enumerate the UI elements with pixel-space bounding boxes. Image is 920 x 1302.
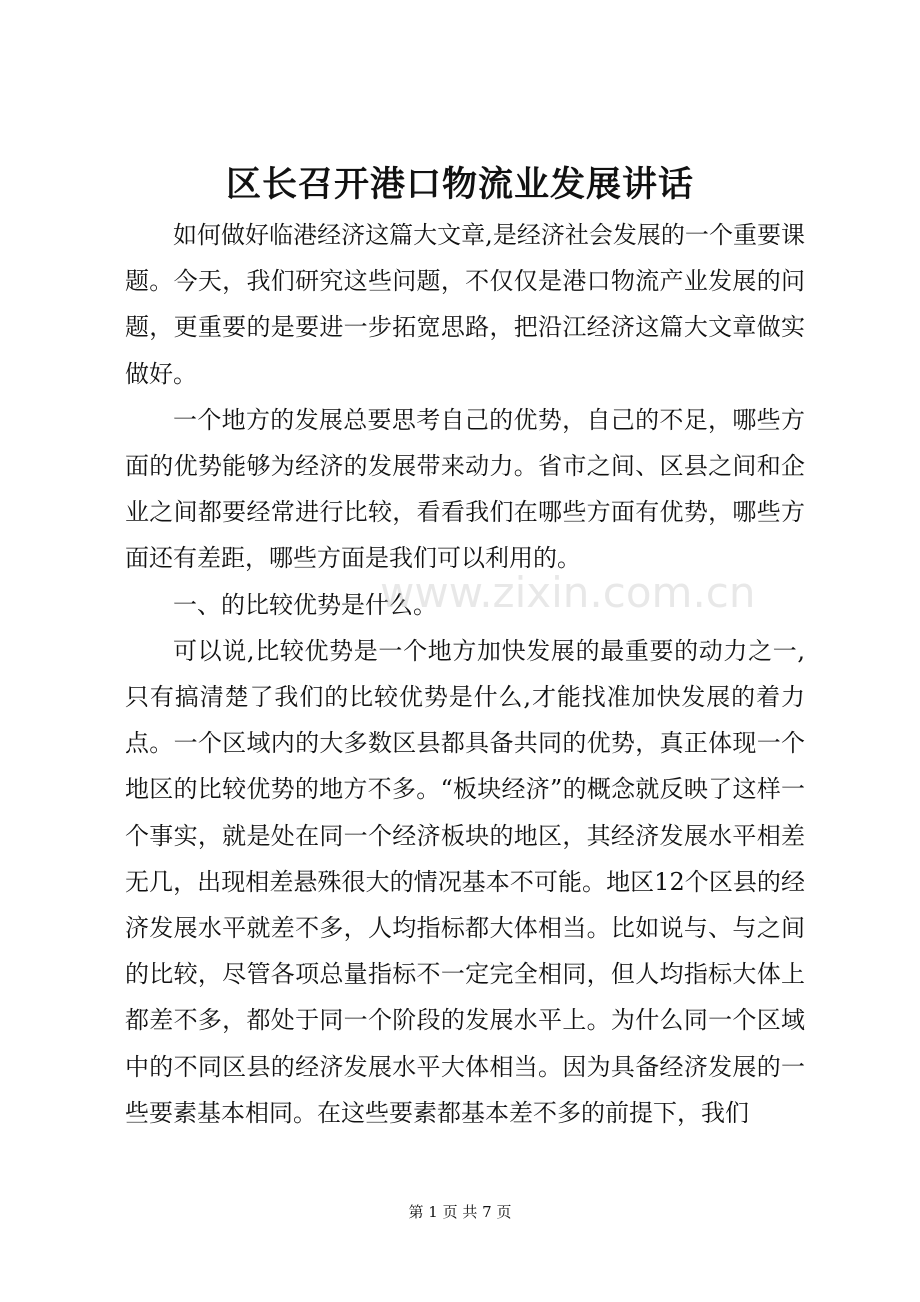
paragraph-1: 如何做好临港经济这篇大文章,是经济社会发展的一个重要课题。今天，我们研究这些问题，不仅仅是港口物流产业发展的问题，更重要的是要进一步拓宽思路，把沿江经济这篇大文章做实做好。 [125, 221, 805, 388]
document-body [125, 212, 805, 1136]
page-number-footer: 第 1 页 共 7 页 [408, 1203, 512, 1221]
watermark: www.zixin.com.cn [380, 568, 756, 617]
paragraph-3: 可以说,比较优势是一个地方加快发展的最重要的动力之一,只有搞清楚了我们的比较优势是什么,才能找准加快发展的着力点。一个区域内的大多数区县都具备共同的优势，真正体现一个地区的比较优势的地方不多。“板块经济”的概念就反映了这样一个事实，就是处在同一个经济板块的地区，其经济发展水平相差无几，出现相差悬殊很大的情况基本不可能。地区12个区县的经济发展水平就差不多，人均指标都大体相当。比如说与、与之间的比较，尽管各项总量指标不一定完全相同，但人均指标大体上都差不多，都处于同一个阶段的发展水平上。为什么同一个区域中的不同区县的经济发展水平大体相当。因为具备经济发展的一些要素基本相同。在这些要素都基本差不多的前提下，我们 [125, 636, 805, 1127]
paragraph-2: 一个地方的发展总要思考自己的优势，自己的不足，哪些方面的优势能够为经济的发展带来动力。省市之间、区县之间和企业之间都要经常进行比较，看看我们在哪些方面有优势，哪些方面还有差距，哪些方面是我们可以利用的。 [125, 405, 805, 573]
section-heading: 一、的比较优势是什么。 [173, 590, 437, 619]
document-title: 区长召开港口物流业发展讲话 [225, 164, 694, 205]
